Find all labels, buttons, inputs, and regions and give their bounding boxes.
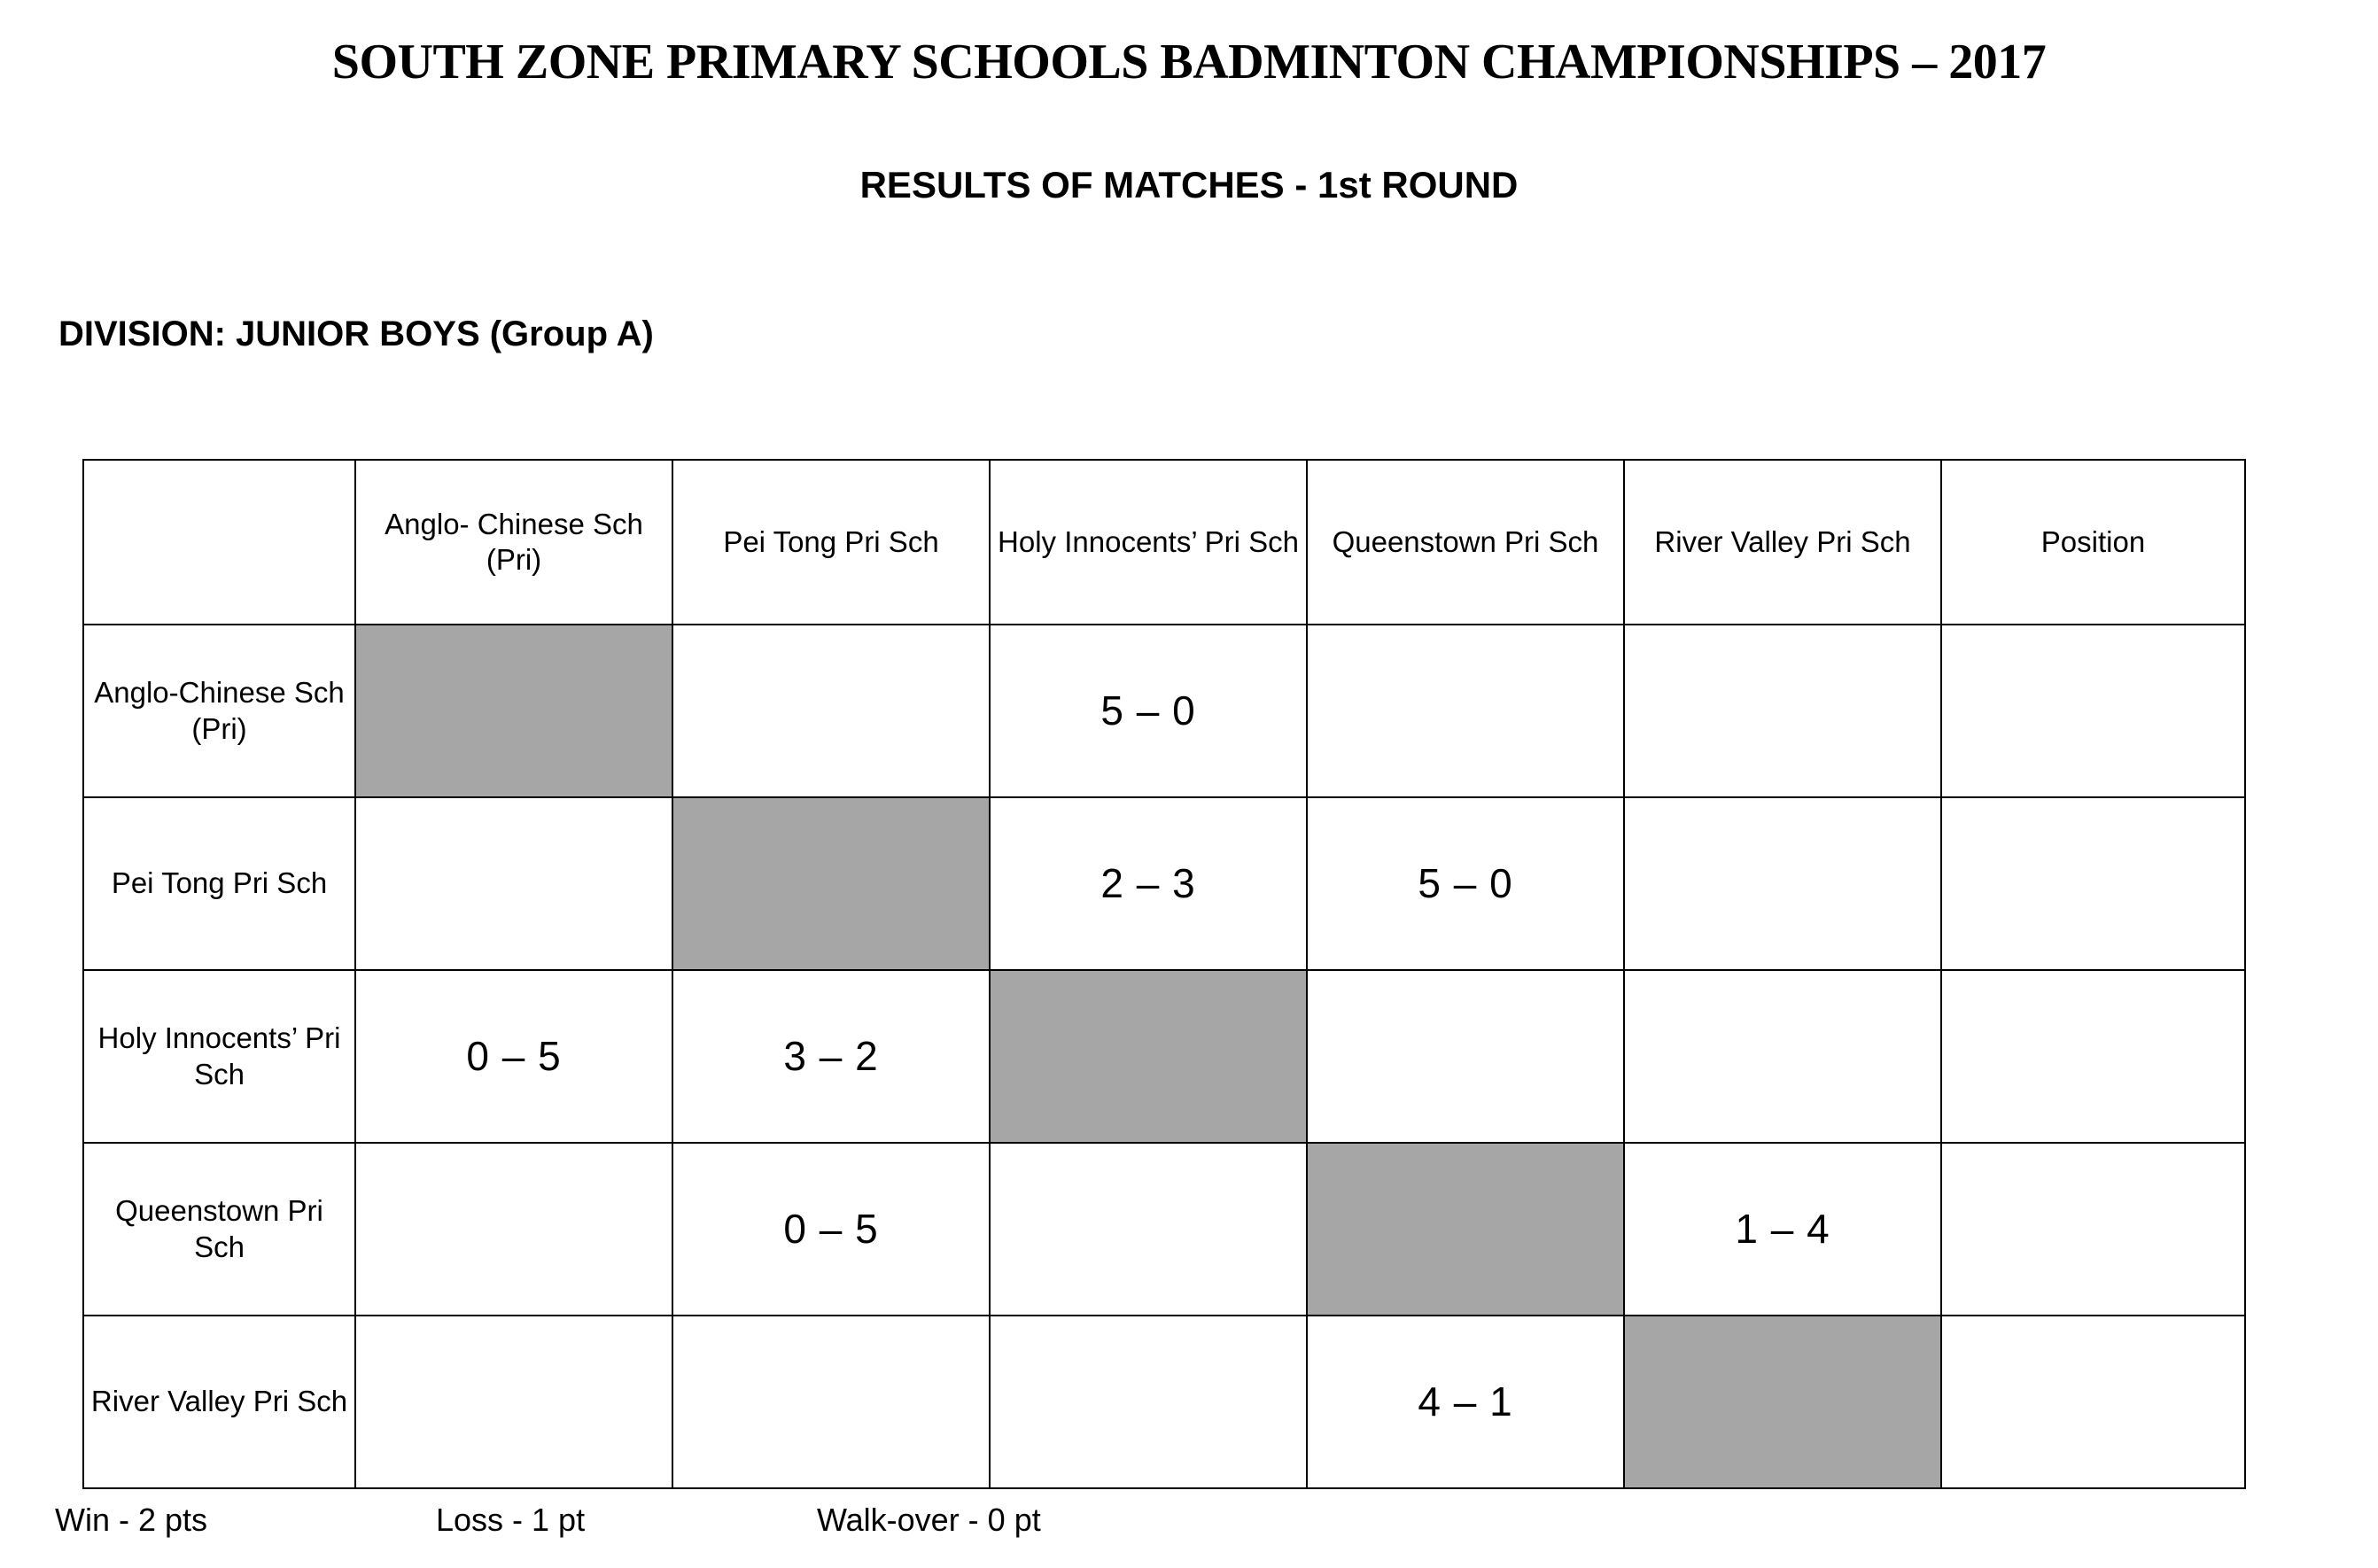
table-row — [83, 970, 2245, 1143]
cell-r2c2 — [990, 970, 1307, 1143]
column-header-river-valley: River Valley Pri Sch — [1624, 460, 1941, 625]
column-header-position: Position — [1941, 460, 2245, 625]
cell-r3c1[interactable]: 0 – 5 — [672, 1143, 990, 1316]
cell-r4c4 — [1624, 1316, 1941, 1488]
page-subtitle: RESULTS OF MATCHES - 1st ROUND — [859, 164, 1519, 206]
cell-r3c2[interactable] — [990, 1143, 1307, 1316]
cell-r2c1[interactable]: 3 – 2 — [672, 970, 990, 1143]
cell-r2c0[interactable]: 0 – 5 — [355, 970, 672, 1143]
cell-r2c4[interactable] — [1624, 970, 1941, 1143]
cell-r3c3 — [1307, 1143, 1624, 1316]
column-header-queenstown: Queenstown Pri Sch — [1307, 460, 1624, 625]
table-row — [83, 797, 2245, 970]
row-header-pei-tong: Pei Tong Pri Sch — [83, 797, 355, 970]
cell-r0c0 — [355, 625, 672, 797]
column-header-holy-innocents: Holy Innocents’ Pri Sch — [990, 460, 1307, 625]
results-matrix-table — [82, 459, 2246, 1489]
legend-loss: Loss - 1 pt — [436, 1502, 586, 1538]
cell-r4c1[interactable] — [672, 1316, 990, 1488]
cell-r0-position[interactable] — [1941, 625, 2245, 797]
table-row — [83, 1143, 2245, 1316]
row-header-queenstown: Queenstown Pri Sch — [83, 1143, 355, 1316]
row-header-anglo-chinese: Anglo-Chinese Sch (Pri) — [83, 625, 355, 797]
page-title: SOUTH ZONE PRIMARY SCHOOLS BADMINTON CHAMPIONSHIPS – 2017 — [331, 35, 2047, 89]
cell-r4c3[interactable]: 4 – 1 — [1307, 1316, 1624, 1488]
cell-r1c0[interactable] — [355, 797, 672, 970]
cell-r0c3[interactable] — [1307, 625, 1624, 797]
legend-walkover: Walk-over - 0 pt — [817, 1502, 1041, 1538]
column-header-pei-tong: Pei Tong Pri Sch — [672, 460, 990, 625]
cell-r2-position[interactable] — [1941, 970, 2245, 1143]
cell-r1c3[interactable]: 5 – 0 — [1307, 797, 1624, 970]
points-legend — [55, 1502, 1827, 1539]
cell-r4c2[interactable] — [990, 1316, 1307, 1488]
cell-r4c0[interactable] — [355, 1316, 672, 1488]
cell-r0c1[interactable] — [672, 625, 990, 797]
cell-r4-position[interactable] — [1941, 1316, 2245, 1488]
cell-r0c4[interactable] — [1624, 625, 1941, 797]
cell-r3c0[interactable] — [355, 1143, 672, 1316]
cell-r3c4[interactable]: 1 – 4 — [1624, 1143, 1941, 1316]
legend-win: Win - 2 pts — [55, 1502, 208, 1538]
cell-r1-position[interactable] — [1941, 797, 2245, 970]
division-line: DIVISION: JUNIOR BOYS (Group A) — [58, 314, 654, 353]
cell-r0c2[interactable]: 5 – 0 — [990, 625, 1307, 797]
corner-header-cell — [83, 460, 355, 625]
cell-r1c2[interactable]: 2 – 3 — [990, 797, 1307, 970]
cell-r1c4[interactable] — [1624, 797, 1941, 970]
cell-r2c3[interactable] — [1307, 970, 1624, 1143]
row-header-river-valley: River Valley Pri Sch — [83, 1316, 355, 1488]
column-header-anglo-chinese: Anglo- Chinese Sch (Pri) — [355, 460, 672, 625]
table-header-row — [83, 460, 2245, 625]
row-header-holy-innocents: Holy Innocents’ Pri Sch — [83, 970, 355, 1143]
cell-r1c1 — [672, 797, 990, 970]
table-row — [83, 1316, 2245, 1488]
cell-r3-position[interactable] — [1941, 1143, 2245, 1316]
table-row — [83, 625, 2245, 797]
